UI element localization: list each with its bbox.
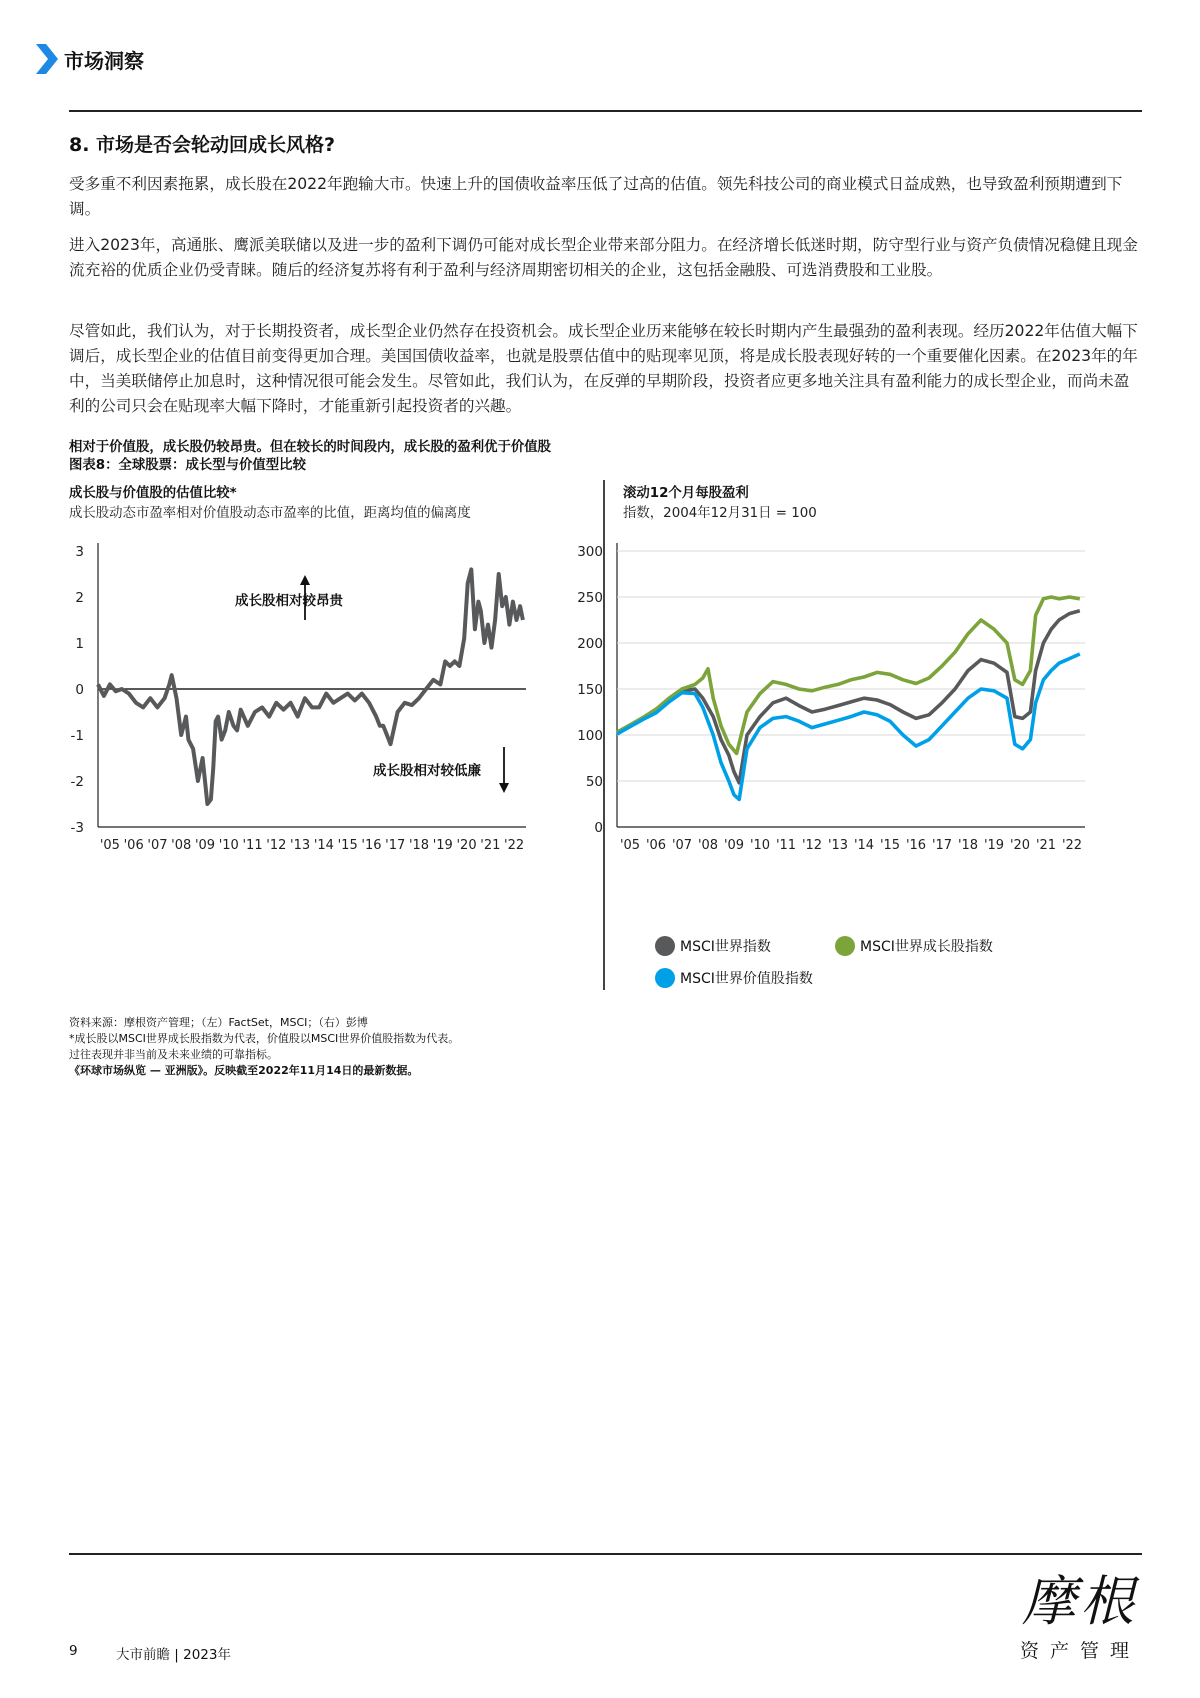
- legend-label: MSCI世界指数: [680, 939, 771, 955]
- section-header: [36, 44, 144, 74]
- annotation-expensive: 成长股相对较昂贵: [235, 593, 343, 609]
- x-tick-label: '16: [905, 838, 927, 853]
- x-tick-label: '15: [879, 838, 901, 853]
- legend-swatch: [655, 936, 675, 956]
- source-notes: [69, 1015, 459, 1079]
- y-tick-label: 250: [577, 590, 603, 606]
- x-tick-label: '19: [432, 838, 453, 853]
- x-tick-label: '21: [480, 838, 501, 853]
- publication-name: 大市前瞻 | 2023年: [116, 1647, 231, 1663]
- arrow-up-head-icon: [300, 575, 310, 585]
- y-tick-label: 0: [594, 820, 603, 836]
- x-tick-label: '13: [290, 838, 311, 853]
- header-title: 市场洞察: [64, 48, 144, 73]
- legend-swatch: [835, 936, 855, 956]
- legend-item-world: [655, 936, 771, 956]
- legend-item-value: [655, 968, 813, 988]
- bottom-divider: [69, 1553, 1142, 1555]
- y-tick-label: -2: [70, 774, 84, 790]
- valuation-chart: [60, 535, 590, 935]
- annotation-cheap: 成长股相对较低廉: [373, 763, 481, 779]
- x-tick-label: '14: [313, 838, 334, 853]
- x-tick-label: '20: [1009, 838, 1031, 853]
- arrow-down-head-icon: [499, 783, 509, 793]
- x-tick-label: '20: [456, 838, 477, 853]
- section-title: 8. 市场是否会轮动回成长风格?: [69, 134, 336, 156]
- x-tick-label: '07: [147, 838, 168, 853]
- panel-divider: [603, 480, 605, 990]
- x-tick-label: '21: [1035, 838, 1057, 853]
- page-number: 9: [69, 1643, 78, 1659]
- x-tick-label: '06: [645, 838, 667, 853]
- x-tick-label: '12: [266, 838, 287, 853]
- x-tick-label: '05: [99, 838, 120, 853]
- note-source: 资料来源：摩根资产管理；（左）FactSet，MSCI；（右）彭博: [69, 1016, 368, 1029]
- series-line: [617, 654, 1080, 799]
- x-tick-label: '08: [171, 838, 192, 853]
- series-line: [617, 597, 1080, 753]
- y-tick-label: 3: [75, 544, 84, 560]
- right-chart-title: 滚动12个月每股盈利: [623, 486, 749, 501]
- y-tick-label: -1: [70, 728, 84, 744]
- x-tick-label: '11: [242, 838, 263, 853]
- x-tick-label: '19: [983, 838, 1005, 853]
- x-tick-label: '22: [1061, 838, 1083, 853]
- x-tick-label: '22: [504, 838, 525, 853]
- logo-subtitle: 资产管理: [1019, 1640, 1140, 1662]
- y-tick-label: 50: [585, 774, 603, 790]
- x-tick-label: '18: [957, 838, 979, 853]
- legend-label: MSCI世界价值股指数: [680, 971, 813, 987]
- x-tick-label: '05: [619, 838, 641, 853]
- x-tick-label: '15: [337, 838, 358, 853]
- x-tick-label: '14: [853, 838, 875, 853]
- left-chart-subtitle: 成长股动态市盈率相对价值股动态市盈率的比值，距离均值的偏离度: [69, 506, 471, 521]
- logo-wordmark: 摩根: [1022, 1570, 1138, 1633]
- x-tick-label: '13: [827, 838, 849, 853]
- x-tick-label: '09: [194, 838, 216, 853]
- note-date: 《环球市场纵览 — 亚洲版》。反映截至2022年11月14日的最新数据。: [69, 1064, 419, 1077]
- y-tick-label: 300: [577, 544, 603, 560]
- y-tick-label: 2: [75, 590, 84, 606]
- legend-label: MSCI世界成长股指数: [860, 939, 993, 955]
- note-disclaimer: 过往表现并非当前及未来业绩的可靠指标。: [69, 1048, 278, 1061]
- left-chart-title: 成长股与价值股的估值比较*: [69, 486, 237, 501]
- x-tick-label: '12: [801, 838, 823, 853]
- eps-chart: [577, 535, 1132, 935]
- x-tick-label: '16: [361, 838, 382, 853]
- paragraph-3: 尽管如此，我们认为，对于长期投资者，成长型企业仍然存在投资机会。成长型企业历来能够在较长时期内产生最强劲的盈利表现。经历2022年估值大幅下调后，成长型企业的估值目前变得更加合理。美国国债收益率，也就是股票估值中的贴现率见顶，将是成长股表现好转的一个重要催化因素。在2023年的年中，当美联储停止加息时，这种情况很可能会发生。尽管如此，我们认为，在反弹的早期阶段，投资者应更多地关注具有盈利能力的成长型企业，而尚未盈利的公司只会在贴现率大幅下降时，才能重新引起投资者的兴趣。: [69, 322, 1138, 415]
- right-chart-subtitle: 指数，2004年12月31日 = 100: [623, 506, 817, 521]
- figure-label: 图表8：全球股票：成长型与价值型比较: [69, 458, 306, 473]
- y-tick-label: 200: [577, 636, 603, 652]
- legend-swatch: [655, 968, 675, 988]
- top-divider: [69, 110, 1142, 112]
- note-definition: *成长股以MSCI世界成长股指数为代表，价值股以MSCI世界价值股指数为代表。: [69, 1032, 460, 1045]
- y-tick-label: 100: [577, 728, 603, 744]
- y-tick-label: 0: [75, 682, 84, 698]
- x-tick-label: '06: [123, 838, 144, 853]
- legend-item-growth: [835, 936, 993, 956]
- x-tick-label: '17: [931, 838, 953, 853]
- company-logo: [1015, 1572, 1145, 1663]
- chevron-right-icon: [36, 44, 58, 74]
- y-tick-label: 1: [75, 636, 84, 652]
- x-tick-label: '09: [723, 838, 745, 853]
- series-line: [617, 611, 1080, 783]
- paragraph-1: 受多重不利因素拖累，成长股在2022年跑输大市。快速上升的国债收益率压低了过高的估值。领先科技公司的商业模式日益成熟，也导致盈利预期遭到下调。: [69, 175, 1123, 218]
- x-tick-label: '18: [408, 838, 430, 853]
- x-tick-label: '10: [749, 838, 771, 853]
- x-tick-label: '17: [385, 838, 406, 853]
- figure-headline: 相对于价值股，成长股仍较昂贵。但在较长的时间段内，成长股的盈利优于价值股: [69, 440, 552, 455]
- x-tick-label: '11: [775, 838, 797, 853]
- x-tick-label: '10: [218, 838, 239, 853]
- y-tick-label: 150: [577, 682, 603, 698]
- x-tick-label: '08: [697, 838, 719, 853]
- y-tick-label: -3: [70, 820, 84, 836]
- paragraph-2: 进入2023年，高通胀、鹰派美联储以及进一步的盈利下调仍可能对成长型企业带来部分阻力。在经济增长低迷时期，防守型行业与资产负债情况稳健且现金流充裕的优质企业仍受青睐。随后的经济复苏将有利于盈利与经济周期密切相关的企业，这包括金融股、可选消费股和工业股。: [69, 236, 1138, 279]
- x-tick-label: '07: [671, 838, 693, 853]
